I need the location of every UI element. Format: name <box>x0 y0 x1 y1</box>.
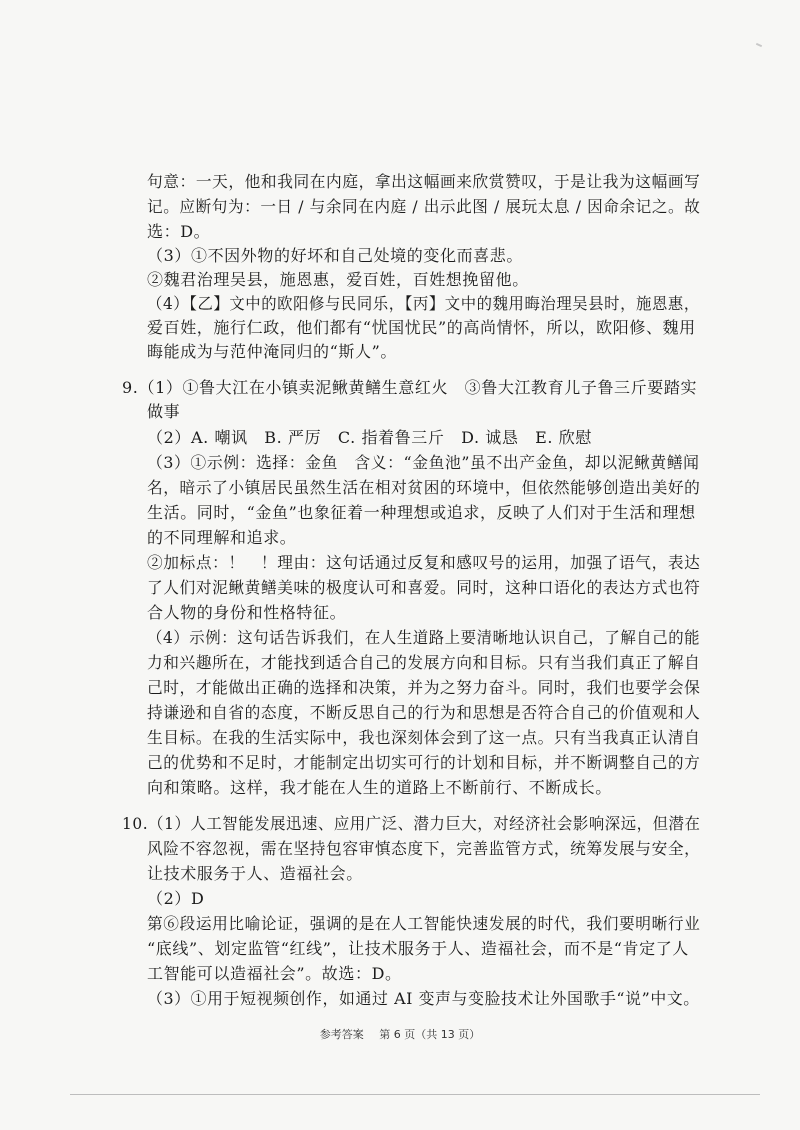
text-line: ②加标点：！ ！理由：这句话通过反复和感叹号的运用，加强了语气，表达 <box>147 553 701 572</box>
page-bottom-edge <box>70 1094 760 1095</box>
text-line: （4）示例：这句话告诉我们，在人生道路上要清晰地认识自己，了解自己的能 <box>147 628 701 647</box>
text-line: 让技术服务于人、造福社会。 <box>147 864 363 883</box>
text-line: 己时，才能做出正确的选择和决策，并为之努力奋斗。同时，我们也要学会保 <box>147 678 701 697</box>
page-number: 第 6 页（共 13 页） <box>379 1028 481 1041</box>
text-line: 向和策略。这样，我才能在人生的道路上不断前行、不断成长。 <box>147 778 612 797</box>
text-line: 名，暗示了小镇居民虽然生活在相对贫困的环境中，但依然能够创造出美好的 <box>147 478 701 497</box>
text-line: （2）A. 嘲讽 B. 严厉 C. 指着鲁三斤 D. 诚恳 E. 欣慰 <box>147 428 592 447</box>
text-line: （2）D <box>147 889 205 908</box>
question-10-line: 10.（1）人工智能发展迅速、应用广泛、潜力巨大，对经济社会影响深远，但潜在 <box>122 814 701 833</box>
text-line: 句意：一天，他和我同在内庭，拿出这幅画来欣赏赞叹，于是让我为这幅画写 <box>147 172 701 191</box>
text-line: 生活。同时，“金鱼”也象征着一种理想或追求，反映了人们对于生活和理想 <box>147 503 696 522</box>
text-line: 第⑥段运用比喻论证，强调的是在人工智能快速发展的时代，我们要明晰行业 <box>147 914 701 933</box>
text-line: ②魏君治理吴县，施恩惠，爱百姓，百姓想挽留他。 <box>147 270 529 289</box>
text-line: 了人们对泥鳅黄鳝美味的极度认可和喜爱。同时，这种口语化的表达方式也符 <box>147 578 701 597</box>
text-line: 力和兴趣所在，才能找到适合自己的发展方向和目标。只有当我们真正了解自 <box>147 653 701 672</box>
text-line: “底线”、划定监管“红线”，让技术服务于人、造福社会，而不是“肯定了人 <box>147 939 689 958</box>
footer-label: 参考答案 <box>319 1028 364 1041</box>
text-line: 晦能成为与范仲淹同归的“斯人”。 <box>147 342 397 361</box>
text-line: 爱百姓，施行仁政，他们都有“忧国忧民”的高尚情怀，所以，欧阳修、魏用 <box>147 318 696 337</box>
text-line: 持谦逊和自省的态度，不断反思自己的行为和思想是否符合自己的价值观和人 <box>147 703 701 722</box>
text-line: （3）①不因外物的好坏和自己处境的变化而喜悲。 <box>147 246 523 265</box>
question-9-line: 9.（1）①鲁大江在小镇卖泥鳅黄鳝生意红火 ③鲁大江教育儿子鲁三斤要踏实 <box>122 378 698 397</box>
text-line: （3）①示例：选择：金鱼 含义：“金鱼池”虽不出产金鱼，却以泥鳅黄鳝闻 <box>147 453 700 472</box>
text-line: 记。应断句为：一日 / 与余同在内庭 / 出示此图 / 展玩太息 / 因命余记之。故 <box>147 197 701 216</box>
text-line: 己的优势和不足时，才能制定出切实可行的计划和目标，并不断调整自己的方 <box>147 753 701 772</box>
text-line: （4）【乙】文中的欧阳修与民同乐，【丙】文中的魏用晦治理吴县时，施恩惠， <box>147 294 700 313</box>
text-line: 合人物的身份和性格特征。 <box>147 603 347 622</box>
text-line: 风险不容忽视，需在坚持包容审慎态度下，完善监管方式，统筹发展与安全， <box>147 839 701 858</box>
text-line: 的不同理解和追求。 <box>147 528 297 547</box>
text-line: 生目标。在我的生活实际中，我也深刻体会到了这一点。只有当我真正认清自 <box>147 728 701 747</box>
text-line: 工智能可以造福社会”。故选：D。 <box>147 964 402 983</box>
text-line: （3）①用于短视频创作，如通过 AI 变声与变脸技术让外国歌手“说”中文。 <box>147 989 700 1008</box>
page-footer <box>0 1026 800 1042</box>
text-line: 做事 <box>147 402 181 421</box>
text-line: 选：D。 <box>147 222 211 241</box>
scan-mark <box>756 43 762 47</box>
